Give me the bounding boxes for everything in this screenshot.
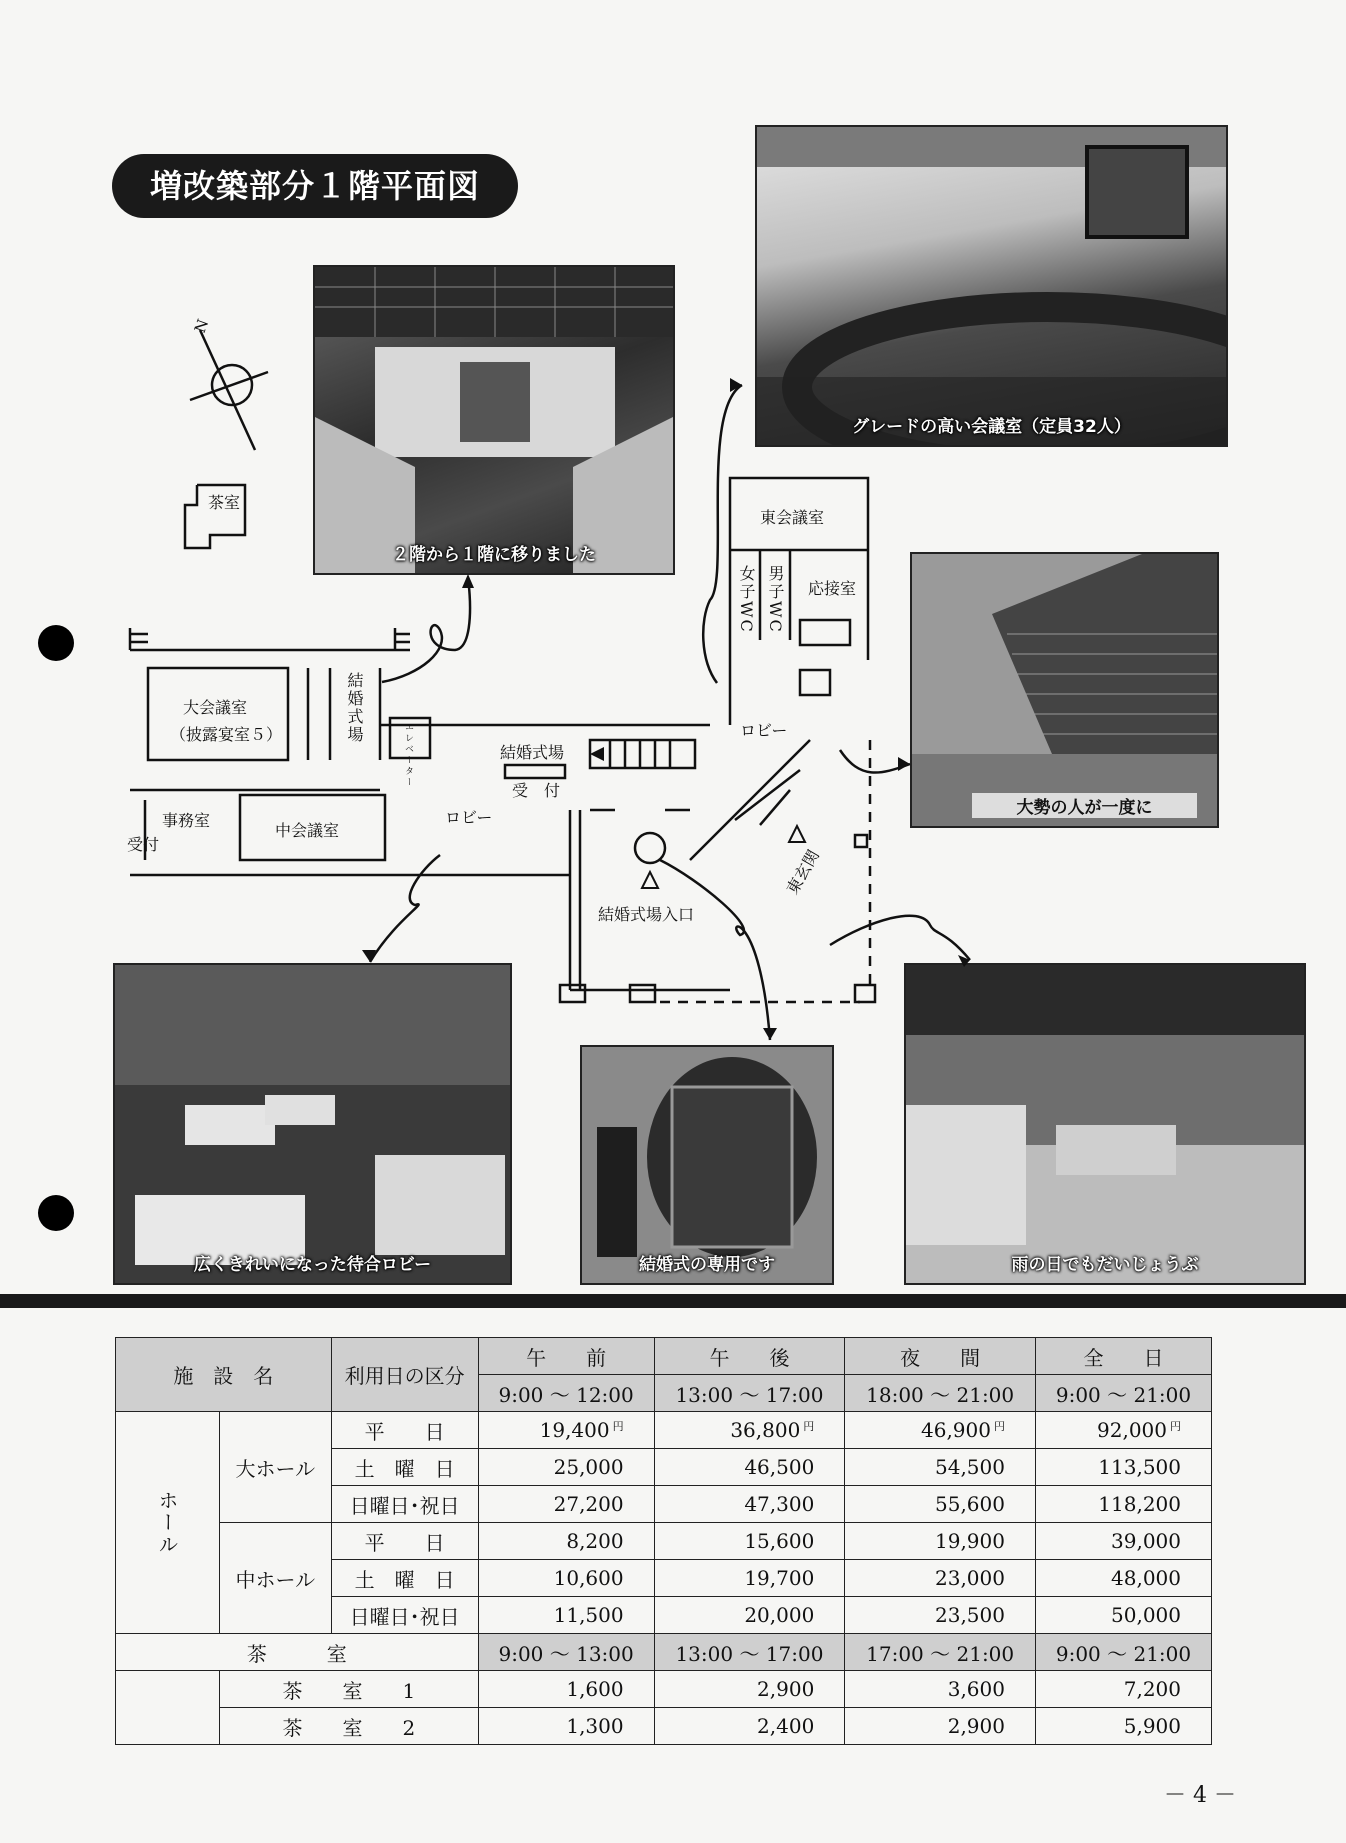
photo-caption: 雨の日でもだいじょうぶ	[1011, 1255, 1199, 1275]
photo-caption: 結婚式の専用です	[639, 1255, 775, 1275]
plan-label-wedding-hall-vertical: 結婚式場	[345, 672, 364, 744]
plan-label-east-meeting: 東会議室	[760, 508, 825, 527]
yen-mark: 円	[803, 1420, 815, 1433]
header-am: 午 前	[478, 1338, 654, 1375]
fee-cell: 20,000	[654, 1597, 845, 1634]
hall-name: 中ホール	[220, 1523, 332, 1634]
yen-mark: 円	[993, 1420, 1005, 1433]
plan-label-medium-meeting: 中会議室	[275, 821, 340, 840]
day-type: 日曜日･祝日	[331, 1486, 478, 1523]
yen-mark: 円	[612, 1420, 624, 1433]
header-night: 夜 間	[845, 1338, 1036, 1375]
fee-cell: 39,000	[1035, 1523, 1211, 1560]
fee-cell: 54,500	[845, 1449, 1036, 1486]
fee-cell: 19,900	[845, 1523, 1036, 1560]
photo-caption: 広くきれいになった待合ロビー	[193, 1255, 432, 1275]
plan-label-office-reception: 受付	[127, 835, 160, 854]
fee-cell: 50,000	[1035, 1597, 1211, 1634]
fee-cell: 113,500	[1035, 1449, 1211, 1486]
fee-cell: 23,000	[845, 1560, 1036, 1597]
plan-label-reception-desk: 受 付	[512, 781, 561, 800]
fee-cell: 2,900	[845, 1708, 1036, 1745]
plan-label-office: 事務室	[162, 811, 211, 830]
fee-cell: 92,000 $^円$	[1035, 1412, 1211, 1449]
fee-cell: 1,600	[478, 1671, 654, 1708]
fee-cell: 118,200	[1035, 1486, 1211, 1523]
header-all: 全 日	[1035, 1338, 1211, 1375]
tea-time-3: 17:00 ～ 21:00	[845, 1634, 1036, 1671]
tea-room-name: 茶 室 1	[220, 1671, 479, 1708]
fee-cell: 23,500	[845, 1597, 1036, 1634]
header-all-time: 9:00 ～ 21:00	[1035, 1375, 1211, 1412]
fee-cell: 2,400	[654, 1708, 845, 1745]
page-number: － 4 －	[1164, 1783, 1236, 1808]
fee-cell: 25,000	[478, 1449, 654, 1486]
fee-cell: 11,500	[478, 1597, 654, 1634]
fee-cell: 46,500	[654, 1449, 845, 1486]
photo-caption: グレードの高い会議室（定員32人）	[852, 417, 1131, 437]
fee-cell: 19,700	[654, 1560, 845, 1597]
plan-label-wedding-hall: 結婚式場	[500, 743, 565, 762]
plan-label-elevator: エレベーター	[403, 722, 413, 788]
facility-fee-table	[115, 1337, 1212, 1745]
hall-group-label: ホール	[116, 1412, 220, 1634]
compass-north-label: N	[190, 316, 213, 336]
tea-room-name: 茶 室 2	[220, 1708, 479, 1745]
fee-cell: 10,600	[478, 1560, 654, 1597]
fee-cell: 15,600	[654, 1523, 845, 1560]
tea-time-2: 13:00 ～ 17:00	[654, 1634, 845, 1671]
section-divider	[0, 1294, 1346, 1308]
plan-label-lobby-west: ロビー	[445, 808, 493, 827]
day-type: 日曜日･祝日	[331, 1597, 478, 1634]
plan-label-reception-room: 応接室	[808, 579, 857, 598]
day-type: 平 日	[331, 1523, 478, 1560]
fee-cell: 5,900	[1035, 1708, 1211, 1745]
fee-cell: 55,600	[845, 1486, 1036, 1523]
page-title: 増改築部分１階平面図	[112, 154, 518, 218]
fee-cell: 27,200	[478, 1486, 654, 1523]
plan-label-large-meeting-sub: （披露宴室５）	[170, 725, 283, 744]
plan-label-tea-room: 茶室	[208, 493, 241, 512]
photo-caption: 大勢の人が一度に	[972, 793, 1197, 818]
day-type: 土 曜 日	[331, 1449, 478, 1486]
fee-cell: 47,300	[654, 1486, 845, 1523]
plan-label-women-wc: 女子WC	[737, 565, 756, 634]
day-type: 平 日	[331, 1412, 478, 1449]
fee-cell: 19,400 $^円$	[478, 1412, 654, 1449]
tea-time-1: 9:00 ～ 13:00	[478, 1634, 654, 1671]
header-pm-time: 13:00 ～ 17:00	[654, 1375, 845, 1412]
fee-cell: 1,300	[478, 1708, 654, 1745]
header-night-time: 18:00 ～ 21:00	[845, 1375, 1036, 1412]
header-pm: 午 後	[654, 1338, 845, 1375]
hall-name: 大ホール	[220, 1412, 332, 1523]
fee-cell: 36,800 $^円$	[654, 1412, 845, 1449]
tea-time-4: 9:00 ～ 21:00	[1035, 1634, 1211, 1671]
day-type: 土 曜 日	[331, 1560, 478, 1597]
yen-mark: 円	[1170, 1420, 1181, 1433]
fee-cell: 46,900 $^円$	[845, 1412, 1036, 1449]
plan-label-large-meeting: 大会議室	[183, 698, 248, 717]
plan-label-lobby-east: ロビー	[740, 721, 788, 740]
header-am-time: 9:00 ～ 12:00	[478, 1375, 654, 1412]
fee-cell: 3,600	[845, 1671, 1036, 1708]
plan-label-men-wc: 男子WC	[766, 565, 785, 634]
fee-cell: 48,000	[1035, 1560, 1211, 1597]
fee-cell: 8,200	[478, 1523, 654, 1560]
header-facility: 施 設 名	[116, 1338, 332, 1412]
fee-cell: 7,200	[1035, 1671, 1211, 1708]
fee-cell: 2,900	[654, 1671, 845, 1708]
photo-caption: ２階から１階に移りました	[392, 545, 596, 565]
plan-label-wedding-entrance: 結婚式場入口	[598, 905, 695, 924]
plan-label-east-entrance: 東玄関	[782, 846, 824, 898]
header-day-type: 利用日の区分	[331, 1338, 478, 1412]
tea-room-group-label: 茶 室	[116, 1634, 479, 1671]
